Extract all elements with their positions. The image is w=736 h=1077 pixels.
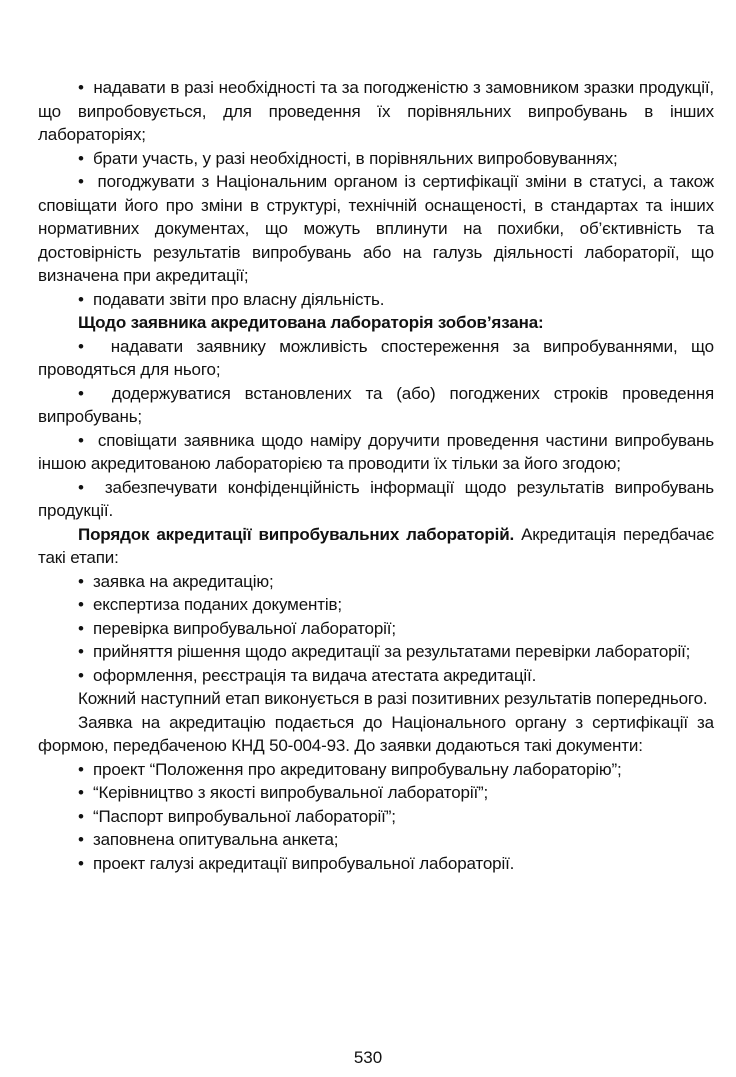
section-heading: Порядок акредитації випробувальних лабораторій. <box>78 524 515 544</box>
section-heading: Щодо заявника акредитована лабораторія зобов’язана: <box>78 313 544 332</box>
list-item: • подавати звіти про власну діяльність. <box>38 288 714 312</box>
paragraph: Заявка на акредитацію подається до Національного органу з сертифікації за формою, передбаченою КНД 50-004-93. До заявки додаються такі документи: <box>38 712 714 755</box>
paragraph: Кожний наступний етап виконується в разі позитивних результатів попереднього. <box>78 689 708 708</box>
list-item: • сповіщати заявника щодо наміру доручити проведення частини випробувань іншою акредитованою лабораторією та проводити їх тільки за його згодою; <box>38 429 714 476</box>
paragraph-text: Акредитація передбачає такі етапи: <box>38 524 714 567</box>
list-item: • брати участь, у разі необхідності, в порівняльних випробовуваннях; <box>38 147 714 171</box>
list-item: • надавати заявнику можливість спостереження за випробуваннями, що проводяться для нього; <box>38 335 714 382</box>
list-item: • погоджувати з Національним органом із сертифікації зміни в статусі, а також сповіщати його про зміни в структурі, технічній оснащеності, в стандартах та інших нормативних документах, що можуть вплинути на похибки, об’єктивність та достовірність результатів випробувань або на галузь діяльності лабораторії, що визначена при акредитації; <box>38 170 714 288</box>
list-item: • проект галузі акредитації випробувальної лабораторії. <box>38 852 714 876</box>
list-item: • оформлення, реєстрація та видача атестата акредитації. <box>38 664 714 688</box>
list-item: • прийняття рішення щодо акредитації за результатами перевірки лабораторії; <box>38 640 714 664</box>
list-item: • додержуватися встановлених та (або) погоджених строків проведення випробувань; <box>38 382 714 429</box>
list-item: • “Керівництво з якості випробувальної лабораторії”; <box>38 781 714 805</box>
list-item: • перевірка випробувальної лабораторії; <box>38 617 714 641</box>
list-item: • надавати в разі необхідності та за погодженістю з замовником зразки продукції, що випробовується, для проведення їх порівняльних випробувань в інших лабораторіях; <box>38 76 714 147</box>
list-item: • заявка на акредитацію; <box>38 570 714 594</box>
list-item: • забезпечувати конфіденційність інформації щодо результатів випробувань продукції. <box>38 476 714 523</box>
list-item: • проект “Положення про акредитовану випробувальну лабораторію”; <box>38 758 714 782</box>
list-item: • “Паспорт випробувальної лабораторії”; <box>38 805 714 829</box>
list-item: • заповнена опитувальна анкета; <box>38 828 714 852</box>
section-paragraph <box>38 523 714 570</box>
page-number: 530 <box>353 1048 383 1067</box>
body-text <box>38 76 714 875</box>
list-item: • експертиза поданих документів; <box>38 593 714 617</box>
